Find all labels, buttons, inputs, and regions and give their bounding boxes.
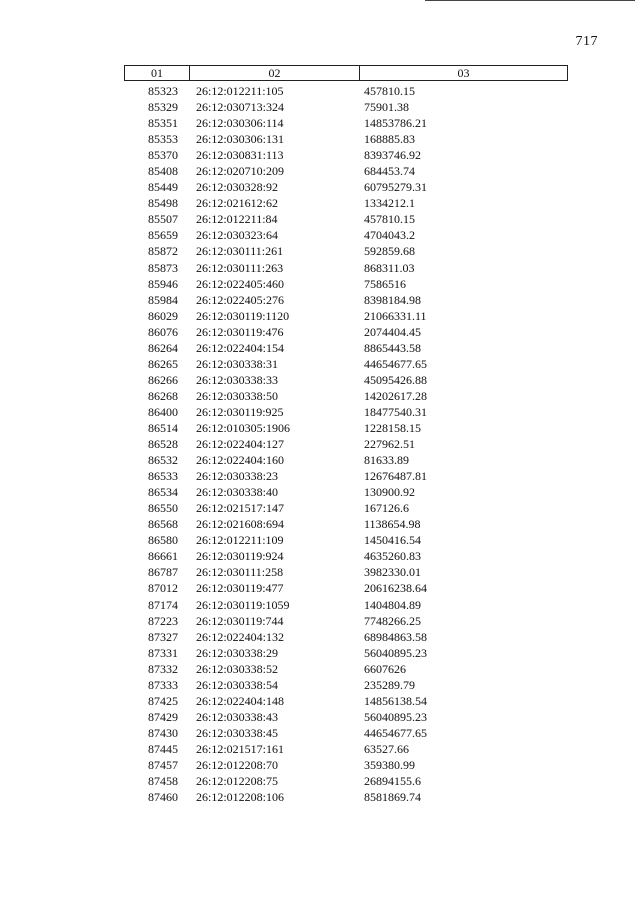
- table-cell-col-1: 86533: [148, 469, 178, 484]
- table-cell-col-1: 87460: [148, 790, 178, 805]
- table-cell-col-1: 85498: [148, 196, 178, 211]
- table-cell-col-3: 18477540.31: [364, 404, 427, 419]
- table-cell-col-1: 85449: [148, 180, 178, 195]
- table-cell-col-1: 86076: [148, 324, 178, 339]
- table-cell-col-3: 457810.15: [364, 212, 415, 227]
- table-row: [124, 115, 568, 131]
- table-cell-col-3: 7748266.25: [364, 613, 421, 628]
- table-cell-col-2: 26:12:030338:40: [196, 485, 279, 500]
- table-cell-col-1: 87430: [148, 725, 178, 740]
- table-row: [124, 757, 568, 773]
- table-cell-col-2: 26:12:020710:209: [196, 164, 285, 179]
- table-row: [124, 404, 568, 420]
- table-cell-col-1: 87425: [148, 693, 178, 708]
- table-cell-col-1: 87331: [148, 645, 178, 660]
- table-row: [124, 163, 568, 179]
- table-cell-col-3: 8865443.58: [364, 340, 421, 355]
- table-row: [124, 276, 568, 292]
- table-cell-col-3: 168885.83: [364, 132, 415, 147]
- table-cell-col-2: 26:12:012208:106: [196, 790, 285, 805]
- table-row: [124, 372, 568, 388]
- table-cell-col-2: 26:12:030119:1059: [196, 597, 290, 612]
- table-cell-col-3: 457810.15: [364, 84, 415, 98]
- table-cell-col-2: 26:12:030119:477: [196, 581, 284, 596]
- table-cell-col-1: 86661: [148, 549, 178, 564]
- table-row: [124, 260, 568, 276]
- table-row: [124, 340, 568, 356]
- table-cell-col-2: 26:12:022404:148: [196, 693, 285, 708]
- table-cell-col-1: 85351: [148, 116, 178, 131]
- table-cell-col-3: 12676487.81: [364, 469, 427, 484]
- table-row: [124, 195, 568, 211]
- table-cell-col-2: 26:12:030328:92: [196, 180, 279, 195]
- table-row: [124, 500, 568, 516]
- table-cell-col-2: 26:12:012208:75: [196, 774, 279, 789]
- table-cell-col-1: 85872: [148, 244, 178, 259]
- table-cell-col-2: 26:12:030338:54: [196, 677, 279, 692]
- table-cell-col-1: 86580: [148, 533, 178, 548]
- table-cell-col-2: 26:12:030306:131: [196, 132, 285, 147]
- table-cell-col-2: 26:12:030119:924: [196, 549, 284, 564]
- table-cell-col-2: 26:12:030338:23: [196, 469, 279, 484]
- table-cell-col-1: 85408: [148, 164, 178, 179]
- table-cell-col-2: 26:12:030323:64: [196, 228, 279, 243]
- table-row: [124, 468, 568, 484]
- table-cell-col-3: 7586516: [364, 276, 406, 291]
- table-cell-col-1: 87012: [148, 581, 178, 596]
- table-row: [124, 741, 568, 757]
- table-cell-col-2: 26:12:022404:154: [196, 340, 285, 355]
- table-cell-col-1: 86532: [148, 453, 178, 468]
- table-cell-col-2: 26:12:022405:460: [196, 276, 285, 291]
- table-row: [124, 709, 568, 725]
- table-row: [124, 308, 568, 324]
- table-cell-col-1: 86534: [148, 485, 178, 500]
- table-row: [124, 227, 568, 243]
- table-row: [124, 484, 568, 500]
- table-cell-col-3: 8398184.98: [364, 292, 421, 307]
- table-cell-col-3: 45095426.88: [364, 372, 427, 387]
- table-cell-col-1: 85370: [148, 148, 178, 163]
- table-cell-col-2: 26:12:021517:147: [196, 501, 285, 516]
- table-cell-col-1: 86265: [148, 356, 178, 371]
- table-cell-col-2: 26:12:030338:29: [196, 645, 279, 660]
- table-cell-col-3: 75901.38: [364, 100, 409, 115]
- table-cell-col-2: 26:12:030119:476: [196, 324, 284, 339]
- table-row: [124, 597, 568, 613]
- table-cell-col-2: 26:12:030338:45: [196, 725, 279, 740]
- table-cell-col-3: 14856138.54: [364, 693, 427, 708]
- table-row: [124, 516, 568, 532]
- table-cell-col-3: 1450416.54: [364, 533, 421, 548]
- table-cell-col-1: 86268: [148, 388, 178, 403]
- table-cell-col-3: 227962.51: [364, 437, 415, 452]
- table-row: [124, 179, 568, 195]
- table-row: [124, 645, 568, 661]
- table-row: [124, 773, 568, 789]
- table-cell-col-2: 26:12:030111:263: [196, 260, 284, 275]
- table-cell-col-2: 26:12:022405:276: [196, 292, 285, 307]
- table-row: [124, 131, 568, 147]
- table-cell-col-1: 85984: [148, 292, 178, 307]
- table-cell-col-1: 87332: [148, 661, 178, 676]
- table-cell-col-1: 87429: [148, 709, 178, 724]
- table-row: [124, 613, 568, 629]
- table-row: [124, 677, 568, 693]
- table-cell-col-1: 86514: [148, 420, 178, 435]
- table-cell-col-1: 87333: [148, 677, 178, 692]
- table-cell-col-3: 6607626: [364, 661, 406, 676]
- table-cell-col-3: 1228158.15: [364, 420, 421, 435]
- table-cell-col-1: 87223: [148, 613, 178, 628]
- table-cell-col-1: 87445: [148, 741, 178, 756]
- table-cell-col-3: 167126.6: [364, 501, 409, 516]
- table-cell-col-2: 26:12:012211:84: [196, 212, 278, 227]
- table-row: [124, 436, 568, 452]
- table-cell-col-3: 20616238.64: [364, 581, 427, 596]
- table-cell-col-3: 868311.03: [364, 260, 415, 275]
- table-row: [124, 211, 568, 227]
- table-cell-col-1: 85507: [148, 212, 178, 227]
- table-cell-col-3: 359380.99: [364, 757, 415, 772]
- table-cell-col-2: 26:12:012211:105: [196, 84, 284, 98]
- table-cell-col-3: 2074404.45: [364, 324, 421, 339]
- table-body: [124, 83, 568, 805]
- table-row: [124, 789, 568, 805]
- table-cell-col-3: 235289.79: [364, 677, 415, 692]
- table-row: [124, 661, 568, 677]
- table-cell-col-3: 26894155.6: [364, 774, 421, 789]
- table-cell-col-1: 86787: [148, 565, 178, 580]
- table-cell-col-2: 26:12:030338:50: [196, 388, 279, 403]
- table-row: [124, 324, 568, 340]
- table-cell-col-3: 81633.89: [364, 453, 409, 468]
- table-cell-col-3: 1404804.89: [364, 597, 421, 612]
- table-cell-col-2: 26:12:012208:70: [196, 757, 279, 772]
- table-cell-col-2: 26:12:030119:1120: [196, 308, 290, 323]
- table-row: [124, 420, 568, 436]
- table-cell-col-2: 26:12:030713:324: [196, 100, 285, 115]
- table-cell-col-1: 87458: [148, 774, 178, 789]
- table-row: [124, 243, 568, 259]
- table-row: [124, 548, 568, 564]
- table-header: [124, 65, 568, 81]
- table-cell-col-3: 14853786.21: [364, 116, 427, 131]
- table-cell-col-1: 87327: [148, 629, 178, 644]
- table-cell-col-2: 26:12:030111:261: [196, 244, 284, 259]
- table-cell-col-2: 26:12:010305:1906: [196, 420, 291, 435]
- table-cell-col-1: 86400: [148, 404, 178, 419]
- table-cell-col-2: 26:12:022404:132: [196, 629, 285, 644]
- table-cell-col-2: 26:12:012211:109: [196, 533, 284, 548]
- table-cell-col-3: 56040895.23: [364, 645, 427, 660]
- table-cell-col-1: 87174: [148, 597, 178, 612]
- table-cell-col-1: 85946: [148, 276, 178, 291]
- table-row: [124, 292, 568, 308]
- table-cell-col-2: 26:12:022404:160: [196, 453, 285, 468]
- header-col-3: 03: [457, 66, 470, 80]
- table-cell-col-1: 86528: [148, 437, 178, 452]
- table-row: [124, 388, 568, 404]
- table-row: [124, 564, 568, 580]
- table-cell-col-2: 26:12:030338:52: [196, 661, 279, 676]
- table-cell-col-2: 26:12:030338:43: [196, 709, 279, 724]
- table-cell-col-3: 8393746.92: [364, 148, 421, 163]
- table-cell-col-1: 85873: [148, 260, 178, 275]
- table-row: [124, 532, 568, 548]
- header-col-2: 02: [190, 66, 360, 80]
- table-cell-col-1: 85329: [148, 100, 178, 115]
- table-cell-col-3: 8581869.74: [364, 790, 421, 805]
- table-row: [124, 725, 568, 741]
- table-row: [124, 356, 568, 372]
- table-cell-col-3: 60795279.31: [364, 180, 427, 195]
- table-row: [124, 629, 568, 645]
- table-cell-col-2: 26:12:021612:62: [196, 196, 279, 211]
- table-cell-col-3: 592859.68: [364, 244, 415, 259]
- table-cell-col-1: 85353: [148, 132, 178, 147]
- page-number: 717: [575, 34, 598, 49]
- table-cell-col-2: 26:12:030338:31: [196, 356, 279, 371]
- table-row: [124, 693, 568, 709]
- table-row: [124, 580, 568, 596]
- table-cell-col-1: 87457: [148, 757, 178, 772]
- table-row: [124, 147, 568, 163]
- header-col-1: 01: [125, 66, 190, 80]
- table-cell-col-3: 68984863.58: [364, 629, 427, 644]
- table-cell-col-3: 56040895.23: [364, 709, 427, 724]
- data-table: [124, 65, 568, 805]
- table-cell-col-2: 26:12:021608:694: [196, 517, 285, 532]
- table-row: [124, 83, 568, 99]
- table-cell-col-3: 684453.74: [364, 164, 415, 179]
- top-rule: [425, 0, 635, 1]
- table-cell-col-2: 26:12:021517:161: [196, 741, 285, 756]
- table-cell-col-1: 86029: [148, 308, 178, 323]
- table-cell-col-1: 85323: [148, 84, 178, 98]
- table-cell-col-2: 26:12:030831:113: [196, 148, 284, 163]
- table-cell-col-2: 26:12:030338:33: [196, 372, 279, 387]
- table-row: [124, 99, 568, 115]
- table-cell-col-3: 44654677.65: [364, 356, 427, 371]
- table-cell-col-3: 4704043.2: [364, 228, 415, 243]
- table-cell-col-1: 85659: [148, 228, 178, 243]
- table-cell-col-3: 21066331.11: [364, 308, 427, 323]
- table-cell-col-3: 63527.66: [364, 741, 409, 756]
- table-cell-col-3: 130900.92: [364, 485, 415, 500]
- table-cell-col-3: 14202617.28: [364, 388, 427, 403]
- table-cell-col-1: 86266: [148, 372, 178, 387]
- table-cell-col-3: 44654677.65: [364, 725, 427, 740]
- table-cell-col-1: 86264: [148, 340, 178, 355]
- table-cell-col-1: 86568: [148, 517, 178, 532]
- table-cell-col-2: 26:12:030119:744: [196, 613, 284, 628]
- table-cell-col-3: 1334212.1: [364, 196, 415, 211]
- table-cell-col-2: 26:12:030119:925: [196, 404, 284, 419]
- table-cell-col-2: 26:12:030306:114: [196, 116, 284, 131]
- table-row: [124, 452, 568, 468]
- table-cell-col-3: 4635260.83: [364, 549, 421, 564]
- table-cell-col-3: 3982330.01: [364, 565, 421, 580]
- table-cell-col-1: 86550: [148, 501, 178, 516]
- table-cell-col-2: 26:12:022404:127: [196, 437, 285, 452]
- table-cell-col-3: 1138654.98: [364, 517, 421, 532]
- table-cell-col-2: 26:12:030111:258: [196, 565, 284, 580]
